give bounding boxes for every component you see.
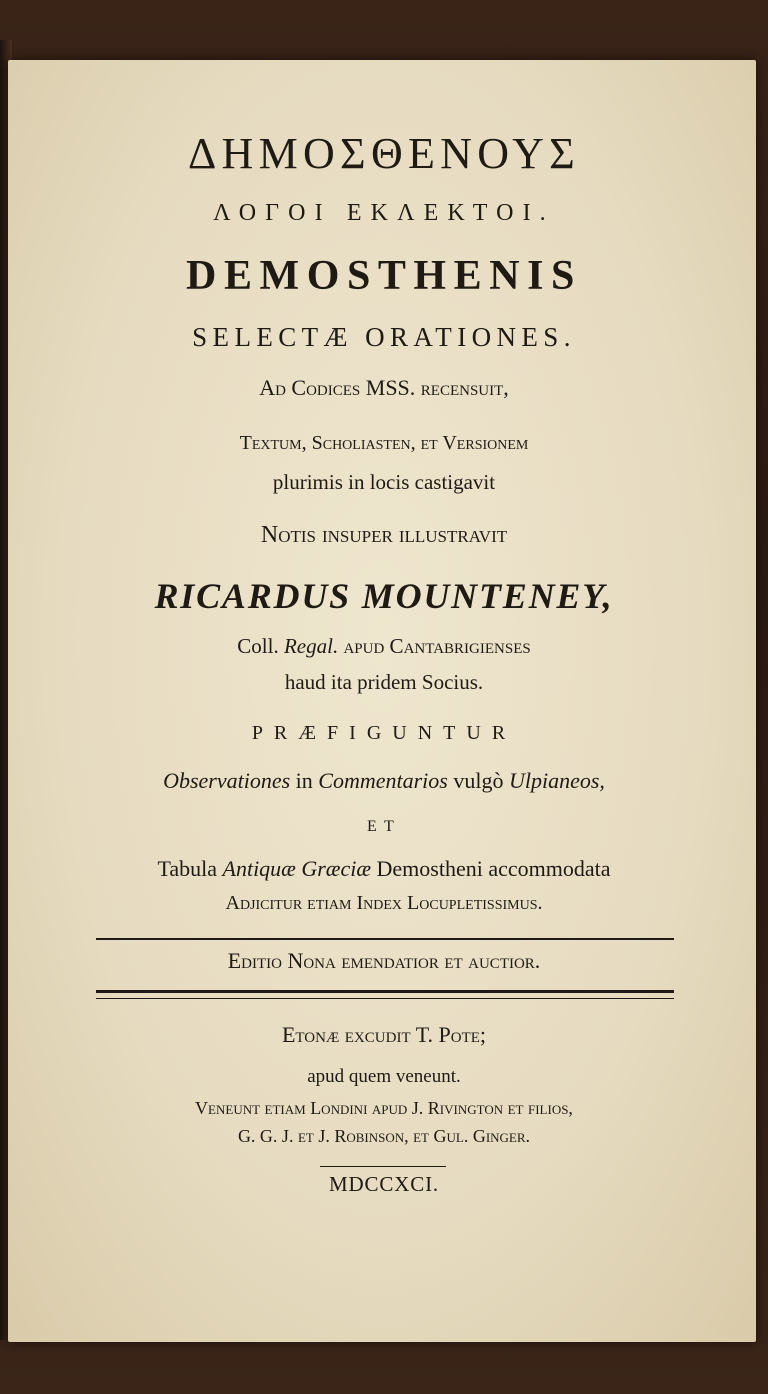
textum-line: Textum, Scholiasten, et Versionem — [239, 432, 529, 454]
college-prefix: Coll. — [237, 634, 279, 658]
observ-word-1: Observationes — [163, 768, 291, 793]
latin-subtitle: SELECTÆ ORATIONES. — [192, 322, 576, 352]
college-suffix: apud Cantabrigienses — [343, 634, 531, 658]
observationes-line — [0, 768, 768, 794]
greek-title: ΔΗΜΟΣΘΕΝΟΥΣ — [187, 129, 581, 178]
socius-line: haud ita pridem Socius. — [284, 670, 484, 694]
booksellers-line-2: G. G. J. et J. Robinson, et Gul. Ginger. — [237, 1126, 531, 1146]
imprint-line: Etonæ excudit T. Pote; — [281, 1022, 487, 1047]
publication-date: MDCCXCI. — [329, 1172, 439, 1196]
ad-codices-line: Ad Codices MSS. recensuit, — [259, 375, 509, 400]
latin-title: DEMOSTHENIS — [186, 253, 582, 299]
observ-word-2: in — [295, 768, 313, 793]
tabula-word-3: Demostheni accommodata — [376, 856, 611, 881]
college-line — [0, 634, 768, 659]
apud-quem-line: apud quem veneunt. — [307, 1066, 461, 1087]
college-regal: Regal. — [283, 634, 339, 658]
observ-word-4: vulgò — [453, 768, 504, 793]
praefiguntur-heading: PRÆFIGUNTUR — [251, 722, 517, 744]
rule-date — [320, 1166, 446, 1167]
et-line: ET — [367, 818, 401, 835]
observ-word-5: Ulpianeos, — [508, 768, 605, 793]
observ-word-3: Commentarios — [318, 768, 448, 793]
greek-subtitle: ΛΟΓΟΙ ΕΚΛΕΚΤΟΙ. — [213, 200, 555, 226]
adjicitur-line: Adjicitur etiam Index Locupletissimus. — [225, 892, 543, 914]
tabula-word-2: Antiquæ Græciæ — [222, 856, 372, 881]
tabula-word-1: Tabula — [157, 856, 218, 881]
rule-double-2 — [96, 998, 674, 999]
rule-double-1 — [96, 990, 674, 993]
rule-top-editio — [96, 938, 674, 940]
booksellers-line-1: Veneunt etiam Londini apud J. Rivington et filios, — [195, 1098, 573, 1118]
edition-line: Editio Nona emendatior et auctior. — [227, 948, 541, 973]
plurimis-line: plurimis in locis castigavit — [272, 470, 496, 494]
tabula-line — [0, 856, 768, 882]
editor-name: RICARDUS MOUNTENEY, — [154, 576, 614, 616]
notis-line: Notis insuper illustravit — [260, 522, 508, 548]
